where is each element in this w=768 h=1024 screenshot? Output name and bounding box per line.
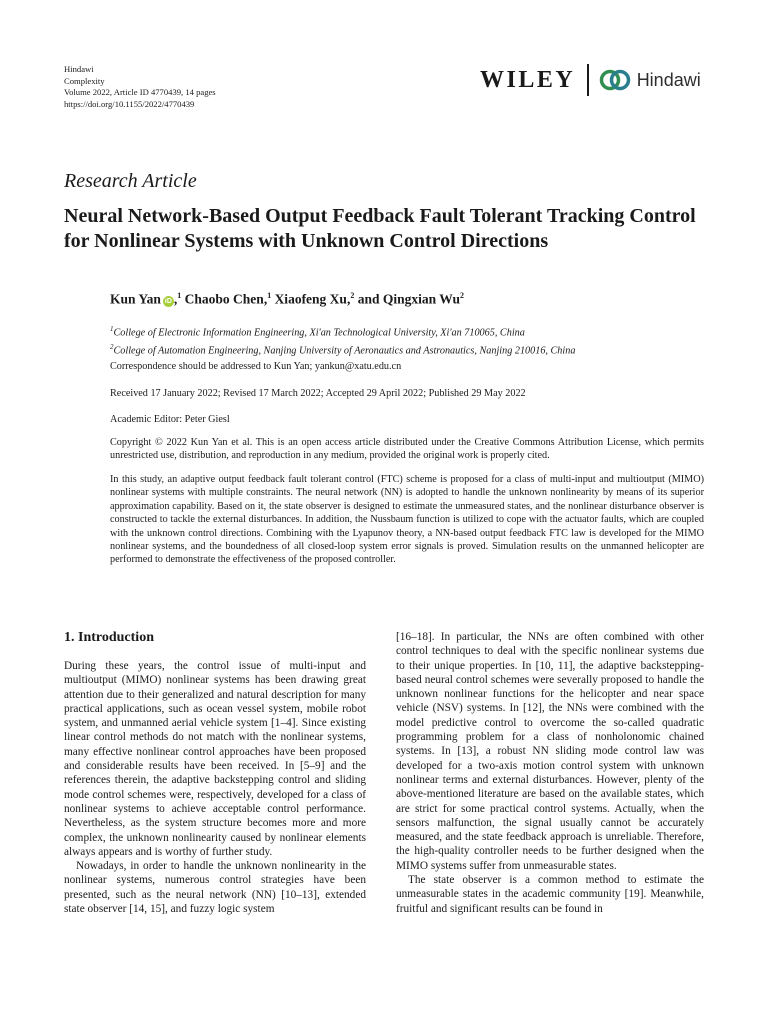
academic-editor: Academic Editor: Peter Giesl [110, 414, 230, 425]
paragraph: Nowadays, in order to handle the unknown nonlinearity in the nonlinear systems, numerous control strategies have been presented, such as the neural network (NN) [10–13], extended state observer [14, 15], and fuzzy logic system [64, 860, 366, 916]
author-name: Qingxian Wu [382, 291, 461, 307]
orcid-icon[interactable]: iD [164, 297, 172, 305]
author-affiliation-mark: 2 [350, 291, 355, 300]
body-column-right [396, 630, 704, 916]
affiliation-mark: 2 [110, 343, 114, 352]
affiliations [110, 322, 575, 359]
paragraph: The state observer is a common method to estimate the unmeasurable states in the academic community [19]. Meanwhile, fruitful and significant results can be found in [396, 874, 704, 915]
journal-name: Complexity [64, 75, 105, 86]
author-name: Kun Yan [110, 291, 161, 307]
article-type: Research Article [64, 170, 197, 192]
affiliation-mark: 1 [110, 325, 114, 333]
publication-dates: Received 17 January 2022; Revised 17 March 2022; Accepted 29 April 2022; Published 29 May 2022 [110, 388, 526, 399]
publisher-name: Hindawi [64, 64, 94, 74]
author-affiliation-mark: 2 [460, 291, 465, 300]
author-affiliation-mark: 1 [177, 291, 182, 300]
body-column-left [64, 659, 366, 916]
author-list: Kun Yan iD ,$^1$ Chaobo Chen,$^1$ Xiaofeng Xu,$^2$ and Qingxian Wu$^2$ [110, 291, 465, 307]
volume-line: Volume 2022, Article ID 4770439, 14 pages [64, 87, 216, 97]
affiliation-item [110, 340, 575, 358]
wiley-logo: WILEY [480, 66, 576, 93]
correspondence: Correspondence should be addressed to Kun Yan; yankun@xatu.edu.cn [110, 361, 402, 372]
publisher-logos [480, 62, 701, 98]
affiliation-text: College of Automation Engineering, Nanjing University of Aeronautics and Astronautics, Nanjing 210016, China [113, 345, 576, 357]
hindawi-logo-icon [599, 68, 631, 92]
author-affiliation-mark: 1 [267, 291, 272, 300]
journal-header [64, 64, 216, 110]
affiliation-item [110, 322, 575, 340]
doi-link[interactable]: https://doi.org/10.1155/2022/4770439 [64, 98, 195, 109]
affiliation-text: College of Electronic Information Engineering, Xi'an Technological University, Xi'an 710065, China [113, 327, 525, 339]
author-name: Chaobo Chen [184, 291, 264, 307]
copyright-notice: Copyright © 2022 Kun Yan et al. This is an open access article distributed under the Creative Commons Attribution License, which permits unrestricted use, distribution, and reproduction in any medium, provided the original work is properly cited. [110, 437, 704, 462]
author-conjunction: and [357, 291, 380, 307]
abstract: In this study, an adaptive output feedback fault tolerant control (FTC) scheme is proposed for a class of multi-input and multioutput (MIMO) nonlinear systems with multiple constraints. The neural network (NN) is adopted to handle the unknown nonlinearity by means of its superior approximation capability. Based on it, the state observer is designed to estimate the unmeasured states, and the nonlinear disturbance observer is constructed to tackle the external disturbances. In addition, the Nussbaum function is utilized to cope with the actuator faults, which are coupled with the unknown control directions. Combining with the Lyapunov theory, a NN-based output feedback FTC law is developed for the MIMO nonlinear systems, and the boundedness of all closed-loop system error signals is proved. Simulation results on the unmanned helicopter are performed to demonstrate the effectiveness of the proposed controller. [110, 474, 704, 566]
logo-divider [587, 64, 589, 96]
article-title: Neural Network-Based Output Feedback Fault Tolerant Tracking Control for Nonlinear Systems with Unknown Control Directions [64, 205, 696, 252]
section-heading: 1. Introduction [64, 630, 154, 645]
paragraph: During these years, the control issue of multi-input and multioutput (MIMO) nonlinear systems has been drawing great attention due to their generalized and natural description for many practical applications, such as ocean vessel system, mobile robot system, and unmanned aerial vehicle system [1–4]. Since existing linear control methods do not match with the nonlinear systems, many effective nonlinear control approaches have been proposed and considerable results have been received. In [5–9] and the references therein, the adaptive backstepping control and sliding mode control schemes were, respectively, developed for a class of nonlinear systems to achieve acceptable control performance. Nevertheless, as the system structure becomes more and more complex, the unknown nonlinearity caused by nonlinear elements always appears and is worthy of further study. [64, 660, 366, 858]
hindawi-logo-text: Hindawi [636, 69, 701, 90]
author-name: Xiaofeng Xu [274, 291, 347, 307]
paragraph: [16–18]. In particular, the NNs are often combined with other control techniques to deal with the specific nonlinear systems due to their unique properties. In [10, 11], the adaptive backstepping-based neural control schemes were severally proposed to handle the unknown nonlinear functions for the helicopter and near space vehicle (NSV) systems. In [12], the NNs were combined with the model predictive control to overcome the so-called quadratic programming problem for a class of nonholonomic chained systems. In [13], a robust NN sliding mode control law was developed for a two-axis motion control system with unknown nonlinear terms and external disturbances. However, plenty of the above-mentioned literature are based on the available states, which are strict for some practical control systems. Actually, when the sensors malfunction, the signal usually cannot be accurately measured, and the state feedback approach is unreliable. Therefore, the high-quality controller needs to be further designed when the MIMO systems suffer from unmeasurable states. [396, 631, 704, 872]
